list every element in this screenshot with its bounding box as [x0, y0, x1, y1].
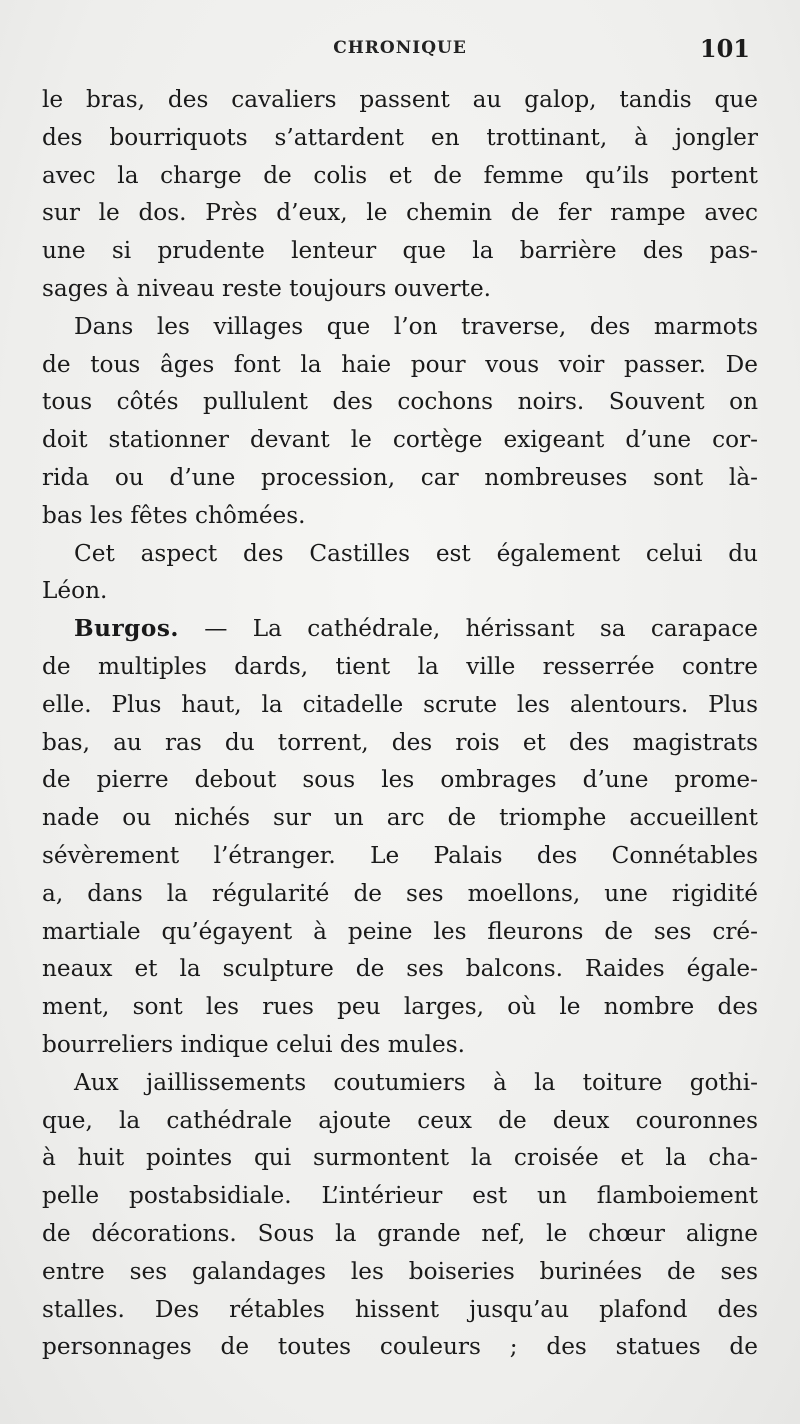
- text-line: bas les fêtes chômées.: [42, 501, 306, 529]
- running-head: [44, 30, 756, 70]
- text-line: personnages de toutes couleurs ; des statues de: [42, 1333, 758, 1361]
- text-line: ment, sont les rues peu larges, où le nombre des: [42, 993, 758, 1021]
- text-line: de décorations. Sous la grande nef, le chœur aligne: [42, 1219, 758, 1247]
- text-line: sages à niveau reste toujours ouverte.: [42, 274, 492, 302]
- text-line: rida ou d’une procession, car nombreuses sont là-: [42, 463, 758, 491]
- text-line: stalles. Des rétables hissent jusqu’au plafond des: [42, 1295, 758, 1323]
- text-line: bas, au ras du torrent, des rois et des magistrats: [42, 728, 758, 756]
- text-line: que, la cathédrale ajoute ceux de deux couronnes: [42, 1106, 758, 1134]
- text-line: avec la charge de colis et de femme qu’ils portent: [42, 161, 758, 189]
- text-line: sur le dos. Près d’eux, le chemin de fer rampe avec: [42, 199, 758, 227]
- text-line: doit stationner devant le cortège exigeant d’une cor-: [42, 426, 758, 454]
- text-line: le bras, des cavaliers passent au galop, tandis que: [42, 86, 758, 113]
- text-line: elle. Plus haut, la citadelle scrute les alentours. Plus: [42, 690, 758, 718]
- page-number: 101: [699, 34, 750, 63]
- body-text: [42, 81, 758, 1366]
- text-line: martiale qu’égayent à peine les fleurons de ses cré-: [42, 917, 758, 945]
- text-line: Cet aspect des Castilles est également celui du: [74, 539, 758, 567]
- text-line: de multiples dards, tient la ville resserrée contre: [42, 652, 758, 680]
- text-line: a, dans la régularité de ses moellons, une rigidité: [42, 879, 758, 907]
- running-title: CHRONIQUE: [333, 38, 467, 58]
- text-line: Dans les villages que l’on traverse, des marmots: [74, 312, 758, 340]
- text-line: de tous âges font la haie pour vous voir passer. De: [42, 350, 758, 378]
- text-line: des bourriquots s’attardent en trottinant, à jongler: [42, 123, 758, 151]
- text-line: pelle postabsidiale. L’intérieur est un flamboiement: [42, 1182, 758, 1210]
- section-lead: Burgos.: [74, 615, 179, 643]
- text-line: [42, 610, 758, 648]
- text-line: neaux et la sculpture de ses balcons. Raides égale-: [42, 955, 758, 983]
- text-line: Léon.: [42, 577, 108, 605]
- text-line: entre ses galandages les boiseries burinées de ses: [42, 1257, 758, 1285]
- text-line: Aux jaillissements coutumiers à la toiture gothi-: [74, 1068, 758, 1096]
- text-line: sévèrement l’étranger. Le Palais des Connétables: [42, 841, 758, 869]
- text-line: à huit pointes qui surmontent la croisée et la cha-: [42, 1144, 758, 1172]
- text-line: une si prudente lenteur que la barrière des pas-: [42, 237, 758, 265]
- text-line: de pierre debout sous les ombrages d’une prome-: [42, 766, 758, 794]
- text-line: nade ou nichés sur un arc de triomphe accueillent: [42, 804, 758, 832]
- text-line: bourreliers indique celui des mules.: [42, 1030, 466, 1058]
- text-line: tous côtés pullulent des cochons noirs. Souvent on: [42, 388, 758, 416]
- text-line-content: — La cathédrale, hérissant sa carapace: [178, 615, 758, 643]
